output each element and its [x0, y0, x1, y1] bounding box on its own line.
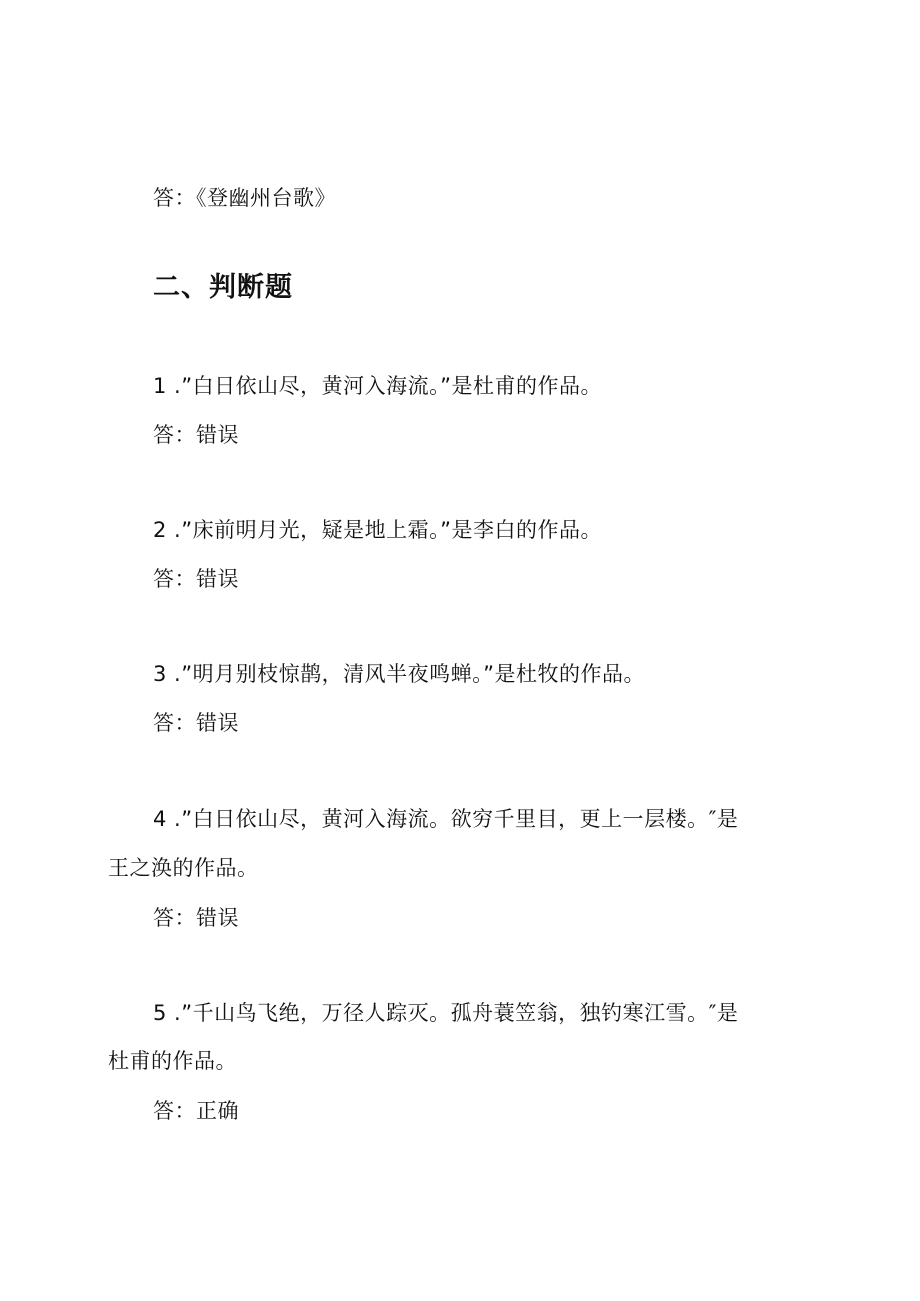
- question-2-answer: 答：错误: [153, 567, 239, 591]
- question-3-answer: 答：错误: [153, 711, 239, 735]
- section-heading: 二、判断题: [153, 272, 293, 303]
- question-4-text-line-1: 4 .”白日依山尽，黄河入海流。欲穷千里目，更上一层楼。″是: [153, 807, 739, 831]
- question-2-text: 2 .”床前明月光，疑是地上霜。”是李白的作品。: [153, 518, 602, 542]
- question-5-answer: 答：正确: [153, 1099, 239, 1123]
- question-4-text-line-2: 王之涣的作品。: [108, 856, 259, 880]
- question-5-text-line-2: 杜甫的作品。: [108, 1049, 237, 1073]
- question-4-answer: 答：错误: [153, 906, 239, 930]
- previous-answer: 答：《登幽州台歌》: [153, 186, 336, 210]
- question-5-text-line-1: 5 .”千山鸟飞绝，万径人踪灭。孤舟蓑笠翁，独钓寒江雪。″是: [153, 1001, 739, 1025]
- question-3-text: 3 .”明月别枝惊鹊，清风半夜鸣蝉。”是杜牧的作品。: [153, 662, 645, 686]
- question-1-answer: 答：错误: [153, 423, 239, 447]
- question-1-text: 1 .”白日依山尽，黄河入海流。”是杜甫的作品。: [153, 374, 602, 398]
